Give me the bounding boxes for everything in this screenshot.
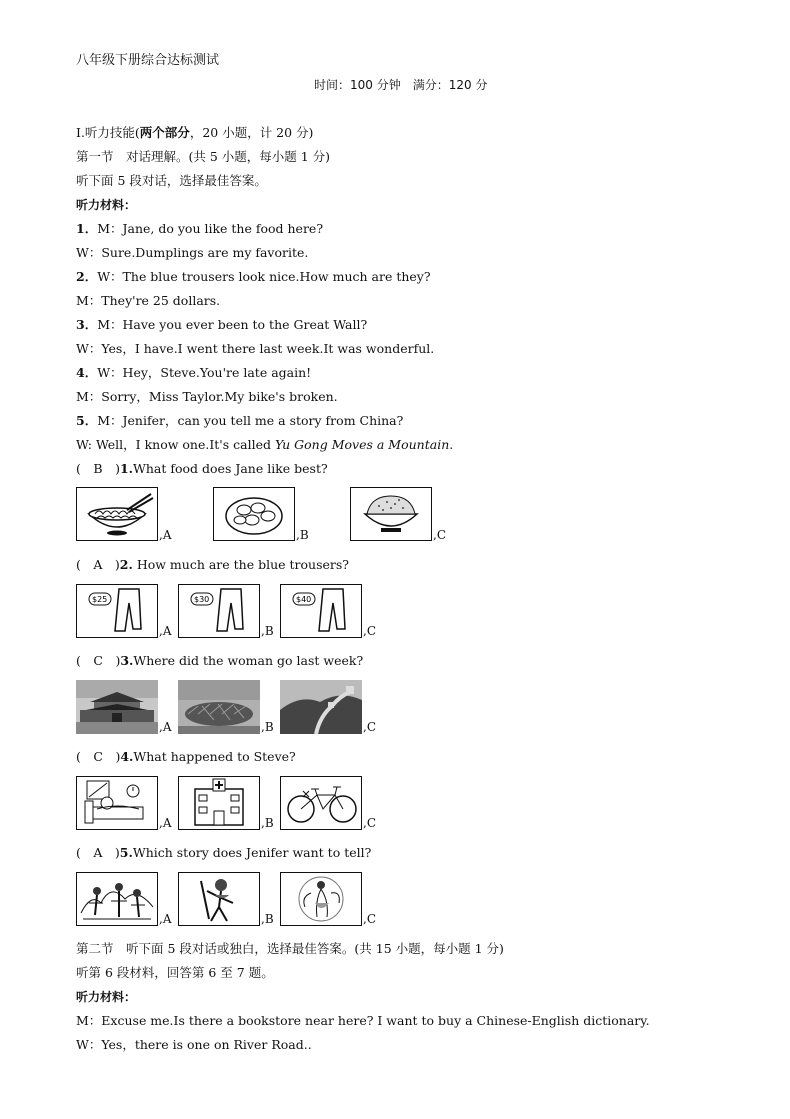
dialogue-6a: M：Excuse me.Is there a bookstore near here? I want to buy a Chinese-English dictionary. (76, 1013, 650, 1028)
dialogue-5b (76, 437, 453, 453)
dialogue-1a (76, 221, 323, 237)
dialogue-number: 4． (76, 365, 98, 380)
dialogue-3b: W：Yes，I have.I went there last week.It was wonderful. (76, 341, 435, 356)
stadium-icon (178, 680, 260, 734)
option-label-c: ,C (363, 624, 377, 638)
answer-box: ( C ) (76, 749, 121, 764)
question-number: 1. (119, 461, 134, 476)
question-text: Where did the woman go last week? (133, 653, 364, 668)
option-label-a: ,A (159, 624, 172, 638)
monkey-king-image[interactable] (178, 872, 260, 926)
oversleep-image[interactable] (76, 776, 158, 830)
story-title: Yu Gong Moves a Mountain (274, 437, 450, 452)
price-tag: $25 (92, 595, 108, 604)
question-4 (76, 749, 296, 765)
trousers-30-image[interactable] (178, 584, 260, 638)
dialogue-line-end: . (449, 437, 454, 452)
hospital-image[interactable] (178, 776, 260, 830)
question-text: How much are the blue trousers? (132, 557, 349, 572)
trousers-25-image[interactable] (76, 584, 158, 638)
option-label-b: ,B (261, 624, 274, 638)
option-label-c: ,C (363, 912, 377, 926)
dialogue-line: W：The blue trousers look nice.How much are they? (97, 269, 431, 284)
question-1 (76, 461, 328, 477)
answer-box: ( A ) (76, 557, 120, 572)
tiananmen-icon (76, 680, 158, 734)
broken-bike-image[interactable] (280, 776, 362, 830)
heading-suffix: ，20 小题，计 20 分) (189, 125, 314, 140)
option-label-b: ,B (261, 816, 274, 830)
question-number: 2. (119, 557, 133, 572)
dialogue-4b: M：Sorry，Miss Taylor.My bike's broken. (76, 389, 338, 404)
material-label-2: 听力材料： (76, 990, 137, 1004)
noodles-bowl-icon (77, 488, 157, 540)
heading-prefix: Ⅰ.听力技能( (76, 125, 140, 140)
dialogue-line: M：Have you ever been to the Great Wall? (97, 317, 368, 332)
part1-title: 第一节 对话理解。(共 5 小题，每小题 1 分) (76, 149, 331, 164)
bike-icon (281, 777, 361, 829)
dialogue-line: W：Hey，Steve.You're late again! (97, 365, 312, 380)
dialogue-5a (76, 413, 403, 429)
option-label-a: ,A (159, 816, 172, 830)
doc-title: 八年级下册综合达标测试 (76, 53, 220, 68)
question-5 (76, 845, 371, 861)
option-label-b: ,B (296, 528, 309, 542)
dialogue-line: W: Well，I know one.It's called (76, 437, 275, 452)
dialogue-6b: W：Yes，there is one on River Road.. (76, 1037, 312, 1052)
hospital-icon (179, 777, 259, 829)
trousers-40-image[interactable] (280, 584, 362, 638)
part2-instruction: 听第 6 段材料，回答第 6 至 7 题。 (76, 965, 274, 980)
question-number: 4. (120, 749, 134, 764)
moon-goddess-icon (281, 873, 361, 925)
rice-bowl-icon (351, 488, 431, 540)
change-moon-image[interactable] (280, 872, 362, 926)
dialogue-number: 5． (76, 413, 98, 428)
dialogue-number: 2． (76, 269, 98, 284)
time-info: 时间：100 分钟 满分：120 分 (314, 78, 488, 92)
dialogue-2a (76, 269, 431, 285)
option-label-c: ,C (433, 528, 447, 542)
trousers-icon (77, 585, 157, 637)
trousers-icon (281, 585, 361, 637)
question-number: 3. (120, 653, 134, 668)
option-label-c: ,C (363, 720, 377, 734)
section1-heading (76, 125, 313, 141)
answer-box: ( B ) (76, 461, 120, 476)
dialogue-number: 1． (76, 221, 98, 236)
great-wall-photo[interactable] (280, 680, 362, 734)
answer-box: ( A ) (76, 845, 120, 860)
dumplings-plate-icon (214, 488, 294, 540)
question-number: 5. (119, 845, 133, 860)
dialogue-2b: M：They're 25 dollars. (76, 293, 221, 308)
bed-alarm-icon (77, 777, 157, 829)
dialogue-3a (76, 317, 367, 333)
option-label-b: ,B (261, 720, 274, 734)
dialogue-1b: W：Sure.Dumplings are my favorite. (76, 245, 309, 260)
birds-nest-photo[interactable] (178, 680, 260, 734)
option-label-a: ,A (159, 528, 172, 542)
trousers-icon (179, 585, 259, 637)
heading-bold: 两个部分 (139, 125, 190, 140)
tiananmen-photo[interactable] (76, 680, 158, 734)
question-text: What happened to Steve? (133, 749, 296, 764)
question-2 (76, 557, 349, 573)
answer-box: ( C ) (76, 653, 121, 668)
dialogue-4a (76, 365, 311, 381)
yu-gong-icon (77, 873, 157, 925)
noodles-image[interactable] (76, 487, 158, 541)
option-label-c: ,C (363, 816, 377, 830)
part2-title: 第二节 听下面 5 段对话或独白，选择最佳答案。(共 15 小题，每小题 1 分) (76, 941, 504, 956)
option-label-a: ,A (159, 720, 172, 734)
part1-instruction: 听下面 5 段对话，选择最佳答案。 (76, 173, 267, 188)
price-tag: $40 (296, 595, 312, 604)
dialogue-line: M：Jenifer，can you tell me a story from China? (97, 413, 404, 428)
option-label-a: ,A (159, 912, 172, 926)
yu-gong-image[interactable] (76, 872, 158, 926)
dialogue-line: M：Jane, do you like the food here? (97, 221, 324, 236)
price-tag: $30 (194, 595, 210, 604)
question-text: Which story does Jenifer want to tell? (132, 845, 372, 860)
monkey-king-icon (179, 873, 259, 925)
question-3 (76, 653, 363, 669)
rice-image[interactable] (350, 487, 432, 541)
material-label: 听力材料： (76, 198, 137, 212)
option-label-b: ,B (261, 912, 274, 926)
great-wall-icon (280, 680, 362, 734)
dumplings-image[interactable] (213, 487, 295, 541)
dialogue-number: 3． (76, 317, 98, 332)
question-text: What food does Jane like best? (133, 461, 328, 476)
